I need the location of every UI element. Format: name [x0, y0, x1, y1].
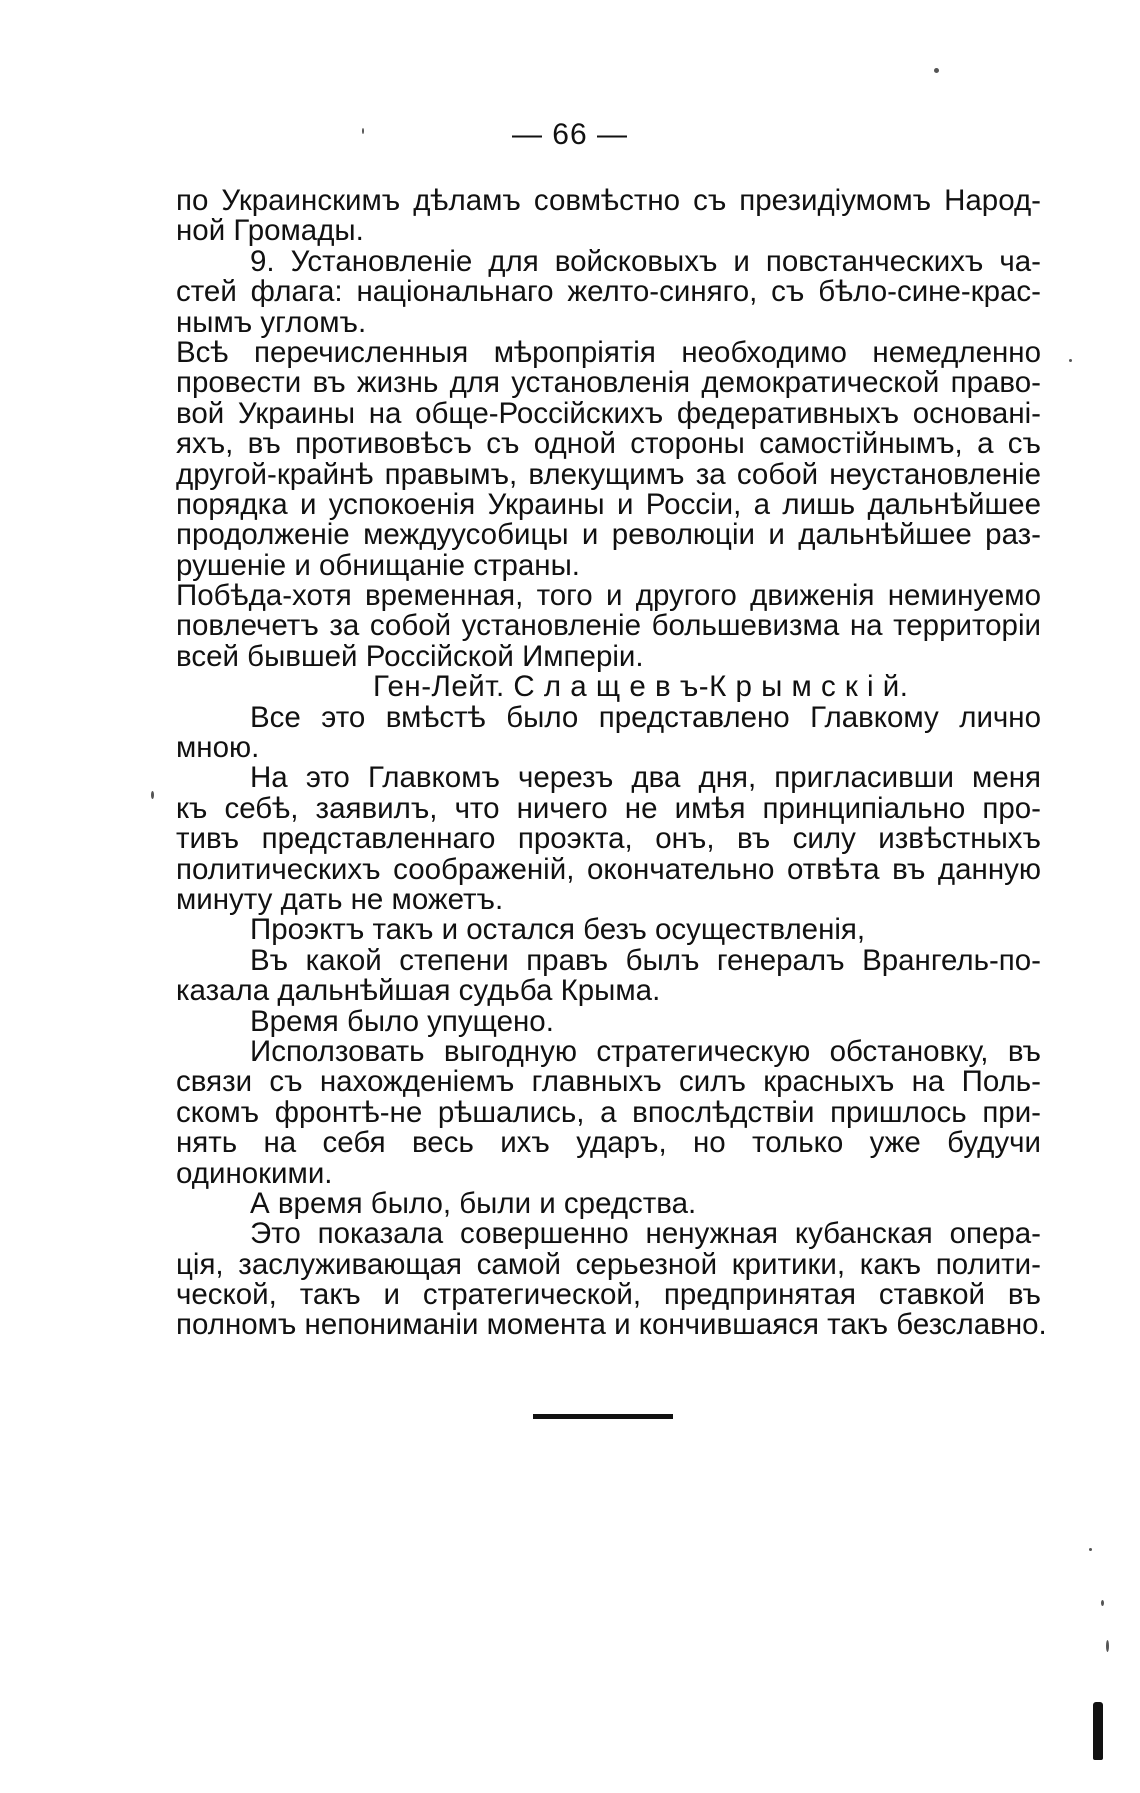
text-line: нымъ угломъ.: [176, 305, 367, 339]
text-line: яхъ, въ противовѣсъ съ одной стороны самостiйнымъ, а съ: [176, 427, 1041, 461]
text-line: Это показала совершенно ненужная кубанская опера-: [250, 1217, 1041, 1251]
text-line: тивъ представленнаго проэкта, онъ, въ силу извѣстныхъ: [176, 822, 1041, 856]
page-number: — 66 —: [511, 118, 629, 151]
text-line: На это Главкомъ черезъ два дня, пригласивши меня: [250, 761, 1041, 795]
signature: Ген-Лейт. С л а щ е в ъ-К р ы м с к i й.: [373, 670, 909, 704]
text-line: ной Громады.: [176, 214, 364, 248]
text-line: цiя, заслуживающая самой серьезной критики, какъ полити-: [176, 1247, 1041, 1281]
text-line: Время было упущено.: [250, 1004, 554, 1038]
text-line: Все это вмѣстѣ было представлено Главкому лично: [250, 700, 1041, 734]
scan-speck: [1101, 1600, 1104, 1606]
scan-speck: [362, 128, 364, 134]
text-line: 9. Установленiе для войсковыхъ и повстанческихъ ча-: [250, 244, 1041, 278]
text-line: Исползовать выгодную стратегическую обстановку, въ: [250, 1034, 1041, 1068]
text-line: по Украинскимъ дѣламъ совмѣстно съ президiумомъ Народ-: [176, 184, 1041, 217]
scan-speck: [1089, 1548, 1092, 1551]
text-line: вой Украины на обще-Россiйскихъ федеративныхъ основанi-: [176, 396, 1041, 430]
text-line: связи съ нахожденiемъ главныхъ силъ красныхъ на Поль-: [176, 1065, 1041, 1099]
text-line: полномъ непониманiи момента и кончившаяся такъ безславно.: [176, 1308, 1047, 1342]
text-line: скомъ фронтѣ-не рѣшались, а впослѣдствiи пришлось при-: [176, 1095, 1041, 1129]
text-line: нять на себя весь ихъ ударъ, но только уже будучи: [176, 1126, 1041, 1160]
scan-speck: [1069, 359, 1072, 362]
text-line: провести въ жизнь для установленiя демократической право-: [176, 366, 1041, 400]
text-line: продолженiе междуусобицы и революцiи и дальнѣйшее раз-: [176, 518, 1041, 552]
text-line: одинокими.: [176, 1156, 333, 1190]
text-line: А время было, были и средства.: [250, 1186, 697, 1220]
text-line: Всѣ перечисленныя мѣропрiятiя необходимо немедленно: [176, 335, 1041, 369]
text-line: Въ какой степени правъ былъ генералъ Врангель-по-: [250, 943, 1041, 977]
text-line: политическихъ соображенiй, окончательно отвѣта въ данную: [176, 852, 1041, 886]
scan-speck: [1106, 1640, 1109, 1652]
text-line: порядка и успокоенiя Украины и Россiи, а лишь дальнѣйшее: [176, 487, 1041, 521]
text-line: минуту дать не можетъ.: [176, 882, 504, 916]
body-text: [176, 184, 1047, 1342]
text-line: мною.: [176, 731, 260, 765]
scan-speck: [934, 68, 939, 73]
text-line: казала дальнѣйшая судьба Крыма.: [176, 974, 661, 1008]
end-rule: [533, 1414, 673, 1419]
text-line: повлечетъ за собой установленiе большевизма на территорiи: [176, 609, 1041, 643]
text-line: Проэктъ такъ и остался безъ осуществленiя,: [250, 913, 866, 947]
text-line: стей флага: нацiональнаго желто-синяго, съ бѣло-сине-крас-: [176, 275, 1041, 309]
text-line: къ себѣ, заявилъ, что ничего не имѣя принципiально про-: [176, 791, 1041, 825]
text-line: рушенiе и обнищанiе страны.: [176, 548, 580, 582]
text-line: другой-крайнѣ правымъ, влекущимъ за собой неустановленiе: [176, 457, 1041, 491]
scan-speck: [151, 791, 154, 799]
text-line: всей бывшей Россiйской Имперiи.: [176, 639, 644, 673]
text-line: ческой, такъ и стратегической, предпринятая ставкой въ: [176, 1278, 1041, 1312]
page-edge-mark: [1093, 1702, 1103, 1760]
text-line: Побѣда-хотя временная, того и другого движенiя неминуемо: [176, 579, 1041, 613]
